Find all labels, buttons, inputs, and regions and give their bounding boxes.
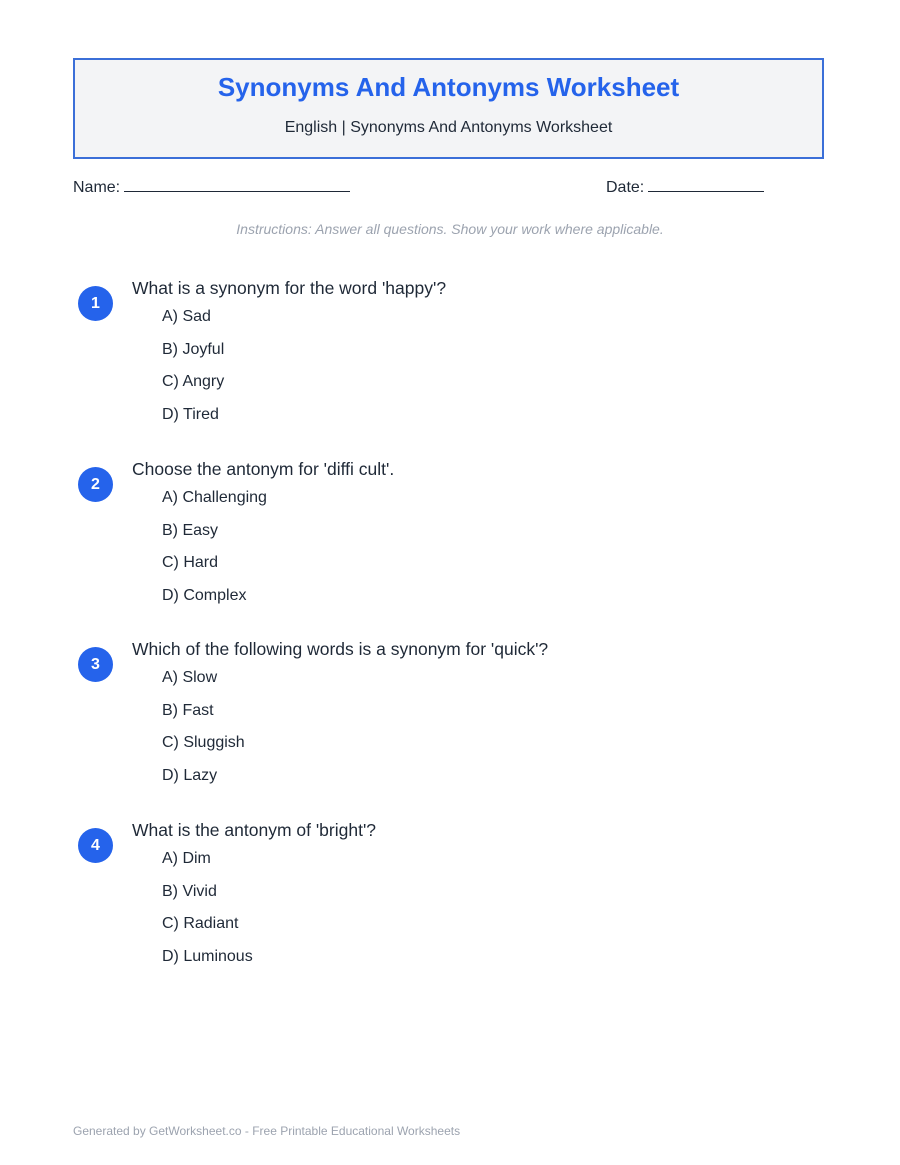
answer-option[interactable]: B) Easy [162,521,219,539]
answer-option[interactable]: D) Lazy [162,766,218,784]
answer-option[interactable]: A) Sad [162,308,211,325]
answer-option[interactable]: A) Challenging [162,489,267,506]
date-blank-line[interactable] [648,176,764,192]
instructions: Instructions: Answer all questions. Show your work where applicable. [236,221,664,237]
answer-option[interactable]: A) Slow [162,669,218,686]
worksheet-subtitle: English | Synonyms And Antonyms Worksheet [284,119,613,136]
answer-option[interactable]: D) Tired [162,405,219,423]
footer-credit: Generated by GetWorksheet.co - Free Printable Educational Worksheets [73,1124,461,1138]
question-number-badge: 2 [78,467,113,502]
name-blank-line[interactable] [124,176,350,192]
worksheet-title: Synonyms And Antonyms Worksheet [217,72,680,102]
answer-option[interactable]: B) Fast [162,701,214,719]
question-number-badge: 4 [78,828,113,863]
answer-options [162,668,245,798]
date-field [606,176,764,197]
name-field [73,176,350,197]
question-text: Which of the following words is a synonym for 'quick'? [132,639,549,659]
question-text: Choose the antonym for 'diffi cult'. [132,459,395,479]
answer-option[interactable]: A) Dim [162,850,211,867]
answer-option[interactable]: C) Angry [162,373,225,390]
answer-options [162,849,253,979]
answer-option[interactable]: C) Hard [162,554,219,571]
answer-option[interactable]: B) Vivid [162,882,217,900]
question-text: What is the antonym of 'bright'? [132,820,377,840]
question-number-badge: 1 [78,286,113,321]
answer-option[interactable]: D) Complex [162,586,247,604]
date-label: Date: [606,179,645,196]
question-number-badge: 3 [78,647,113,682]
answer-option[interactable]: C) Radiant [162,915,239,932]
answer-option[interactable]: C) Sluggish [162,734,245,751]
answer-option[interactable]: D) Luminous [162,947,253,965]
name-label: Name: [73,179,121,196]
answer-options [162,488,267,618]
answer-option[interactable]: B) Joyful [162,340,225,358]
worksheet-header [73,58,824,159]
answer-options [162,307,224,437]
question-text: What is a synonym for the word 'happy'? [132,278,447,298]
